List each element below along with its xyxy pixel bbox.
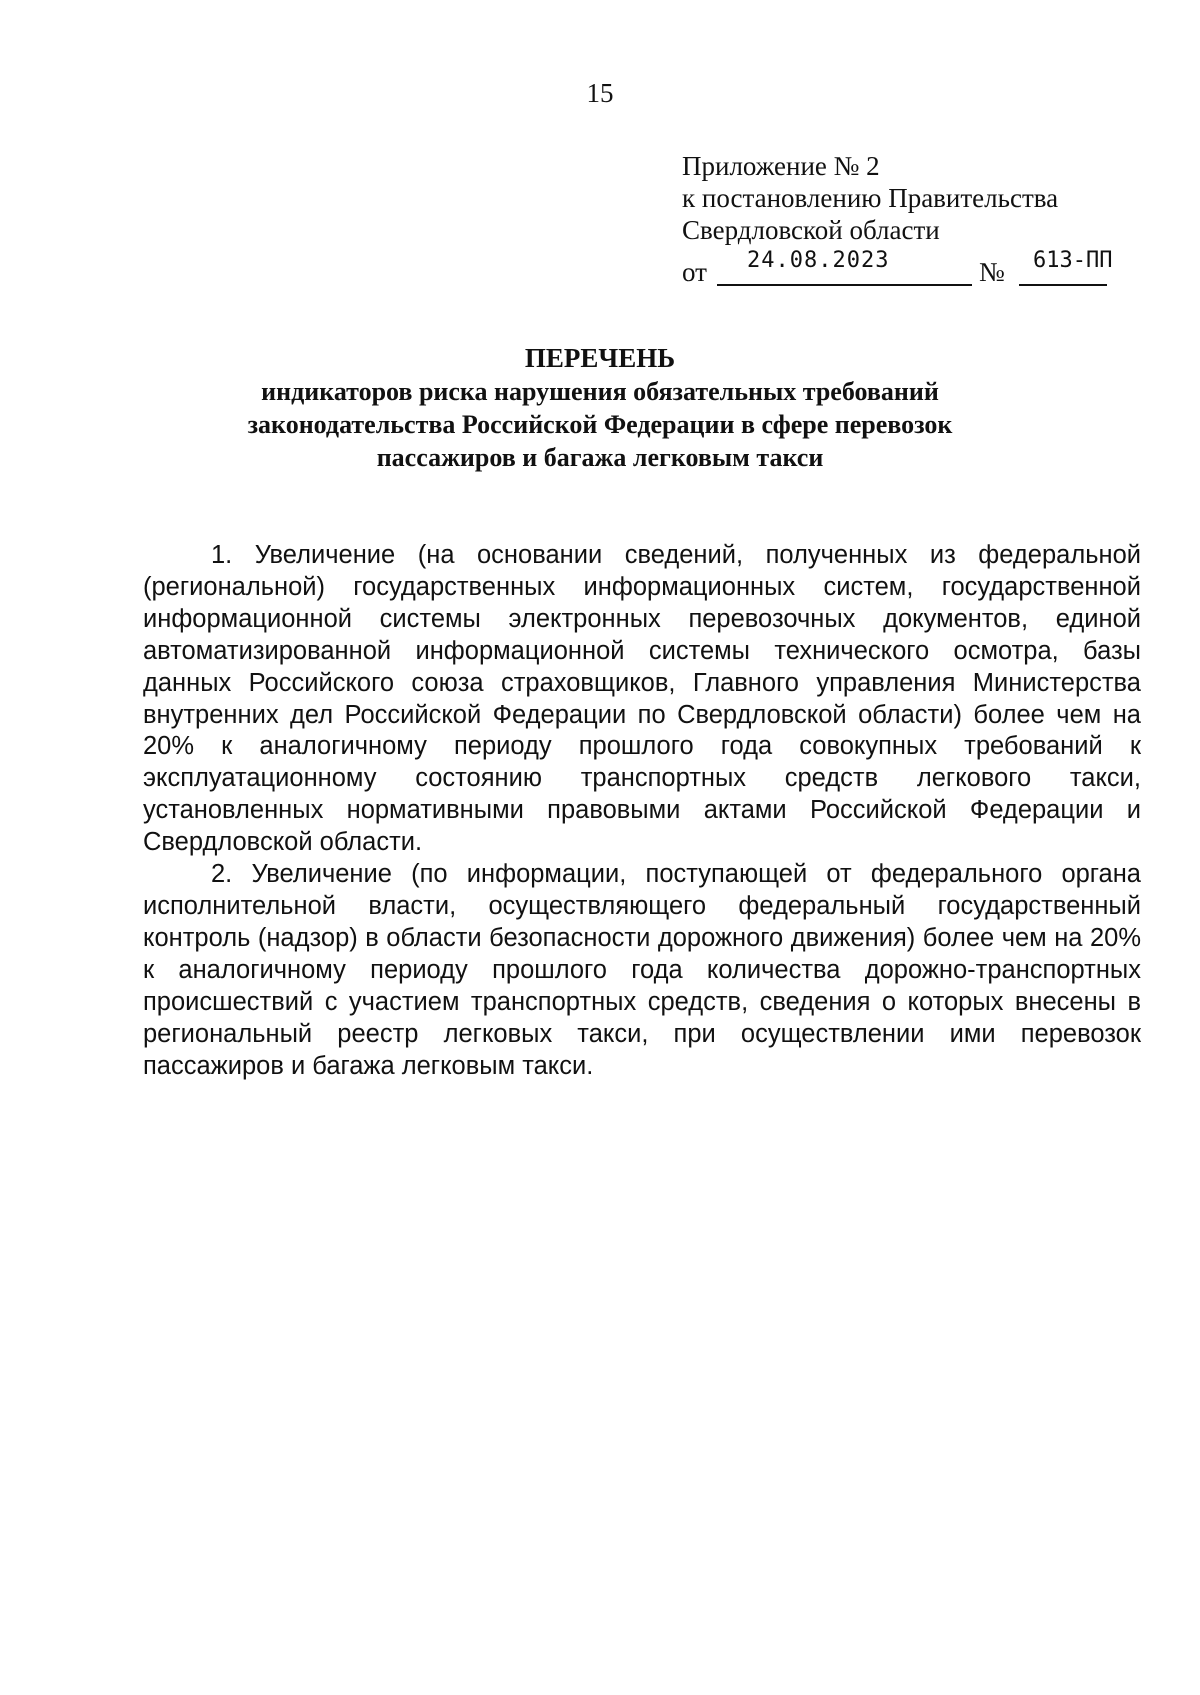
date-field xyxy=(717,248,972,286)
title-line-1: индикаторов риска нарушения обязательных требований xyxy=(261,377,939,406)
paragraph-1: 1. Увеличение (на основании сведений, полученных из федеральной (региональной) государственных информационных систем, государственной информационной системы электронных перевозочных документов, единой автоматизированной информационной системы технического осмотра, базы данных Российского союза страховщиков, Главного управления Министерства внутренних дел Российской Федерации по Свердловской области) более чем на 20% к аналогичному периоду прошлого года совокупных требований к эксплуатационному состоянию транспортных средств легкового такси, установленных нормативными правовыми актами Российской Федерации и Свердловской области. xyxy=(143,541,1141,857)
appendix-title: Приложение № 2 xyxy=(682,151,880,181)
title-line-3: пассажиров и багажа легковым такси xyxy=(376,443,824,472)
title-line-2: законодательства Российской Федерации в сфере перевозок xyxy=(247,410,953,439)
page-number: 15 xyxy=(586,78,614,108)
appendix-region: Свердловской области xyxy=(682,215,940,245)
document-title xyxy=(150,342,1050,474)
number-field xyxy=(1019,248,1113,286)
title-main: ПЕРЕЧЕНЬ xyxy=(524,343,676,373)
document-date-number-line xyxy=(682,246,1113,287)
date-label: от xyxy=(682,257,707,287)
date-value: 24.08.2023 xyxy=(747,248,890,273)
appendix-header xyxy=(682,150,1113,287)
document-body xyxy=(143,540,1141,1082)
appendix-reference: к постановлению Правительства xyxy=(682,183,1059,213)
number-value: 613-ПП xyxy=(1033,248,1113,273)
paragraph-2: 2. Увеличение (по информации, поступающей от федерального органа исполнительной власти, осуществляющего федеральный государственный контроль (надзор) в области безопасности дорожного движения) более чем на 20% к аналогичному периоду прошлого года количества дорожно-транспортных происшествий с участием транспортных средств, сведения о которых внесены в региональный реестр легковых такси, при осуществлении ими перевозок пассажиров и багажа легковым такси. xyxy=(143,860,1141,1080)
number-label: № xyxy=(979,257,1005,287)
